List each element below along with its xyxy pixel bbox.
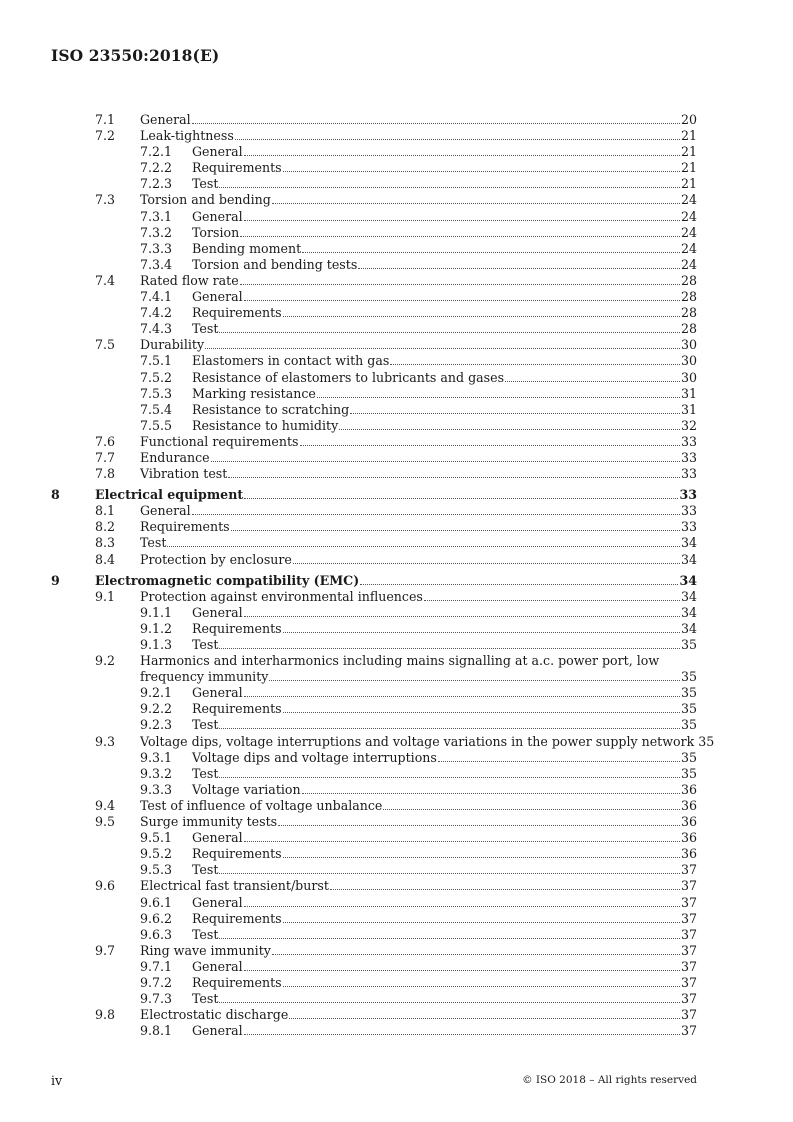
toc-entry-number: 9.3.1: [140, 749, 173, 765]
toc-entry-title: Requirements: [140, 519, 230, 535]
dot-leader: [272, 202, 680, 204]
toc-entry-page: 34: [680, 588, 697, 604]
toc-entry[interactable]: [0, 959, 793, 975]
toc-entry-title: Rated flow rate: [140, 272, 239, 288]
toc-entry-number: 9.3.3: [140, 781, 173, 797]
toc-entry-page: 33: [680, 433, 697, 449]
toc-entry[interactable]: [0, 386, 793, 402]
toc-entry-title: General: [192, 208, 243, 224]
toc-entry[interactable]: [0, 418, 793, 434]
document-header-title: ISO 23550:2018(E): [51, 46, 220, 65]
dot-leader: [244, 840, 680, 842]
toc-entry-title: General: [192, 685, 243, 701]
dot-leader: [244, 695, 680, 697]
toc-entry[interactable]: [0, 370, 793, 386]
toc-entry-number: 9.7: [95, 942, 116, 958]
footer-page-number: iv: [51, 1073, 63, 1088]
dot-leader: [244, 497, 678, 499]
toc-entry-page: 35: [680, 749, 697, 765]
toc-entry-number: 8: [51, 487, 60, 503]
toc-entry[interactable]: [0, 943, 793, 959]
toc-entry-number: 9.2.1: [140, 685, 173, 701]
toc-entry[interactable]: [0, 305, 793, 321]
toc-entry[interactable]: [0, 535, 793, 551]
dot-leader: [219, 727, 680, 729]
dot-leader: [244, 905, 680, 907]
dot-leader: [283, 856, 680, 858]
toc-entry-number: 7.4.1: [140, 289, 173, 305]
toc-entry-title: Requirements: [192, 846, 282, 862]
toc-entry-title: Resistance of elastomers to lubricants and gases: [192, 369, 505, 385]
dot-leader: [505, 380, 680, 382]
toc-entry-title: Voltage dips and voltage interruptions: [192, 749, 437, 765]
toc-entry-number: 9.1.1: [140, 604, 173, 620]
toc-entry-number: 9.2.3: [140, 717, 173, 733]
toc-entry-page: 33: [680, 449, 697, 465]
toc-entry-number: 9.6.2: [140, 910, 173, 926]
toc-entry-title: Test: [192, 637, 219, 652]
toc-entry[interactable]: [0, 337, 793, 353]
dot-leader: [272, 953, 680, 955]
toc-entry-title: Test: [192, 991, 219, 1007]
toc-entry-title: Protection by enclosure: [140, 551, 292, 567]
toc-entry[interactable]: [0, 991, 793, 1007]
toc-entry[interactable]: [0, 878, 793, 894]
toc-entry-number: 8.1: [95, 503, 116, 519]
toc-entry-title: Requirements: [192, 620, 282, 636]
toc-entry[interactable]: [0, 160, 793, 176]
dot-leader: [293, 562, 680, 564]
toc-entry-title: Requirements: [192, 974, 282, 990]
toc-entry-title: Test: [192, 862, 219, 878]
toc-entry-page: 21: [680, 160, 697, 176]
toc-entry-title: Elastomers in contact with gas: [192, 353, 390, 369]
dot-leader: [240, 283, 680, 285]
toc-entry[interactable]: [0, 519, 793, 535]
toc-entry-title: Test: [192, 176, 219, 192]
toc-entry-title: Electrostatic discharge: [140, 1007, 289, 1023]
toc-entry-page: 30: [680, 337, 697, 353]
toc-entry-page: 37: [680, 910, 697, 926]
toc-entry-title-continuation: frequency immunity: [140, 669, 269, 685]
toc-entry-page: 36: [680, 814, 697, 830]
toc-entry-page: 28: [680, 289, 697, 305]
toc-entry-title: Protection against environmental influences: [140, 588, 423, 604]
toc-entry-page: 34: [680, 535, 697, 551]
toc-entry-number: 7.5.3: [140, 385, 173, 401]
toc-entry-title: Torsion and bending: [140, 192, 271, 208]
dot-leader: [240, 235, 680, 237]
toc-entry-title: Electrical fast transient/burst: [140, 878, 329, 894]
toc-entry-number: 9.1.3: [140, 637, 173, 652]
dot-leader: [360, 583, 678, 585]
toc-entry-page: 21: [680, 176, 697, 192]
toc-entry-title: General: [192, 1023, 243, 1039]
toc-entry[interactable]: [0, 605, 793, 621]
toc-entry-page: 34: [680, 620, 697, 636]
toc-entry-title: Ring wave immunity: [140, 942, 271, 958]
toc-entry-title: Requirements: [192, 910, 282, 926]
toc-entry-page: 24: [680, 256, 697, 272]
toc-entry-title: Voltage variation: [192, 781, 301, 797]
toc-entry-number: 7.4: [95, 272, 116, 288]
toc-entry-title: Resistance to humidity: [192, 417, 339, 433]
toc-entry-number: 9.1: [95, 588, 116, 604]
toc-entry-number: 7.5.4: [140, 401, 173, 417]
dot-leader: [350, 412, 680, 414]
toc-entry-title: Bending moment: [192, 240, 302, 256]
toc-entry[interactable]: [0, 862, 793, 878]
toc-entry-title: General: [192, 604, 243, 620]
toc-entry[interactable]: [0, 225, 793, 241]
toc-entry[interactable]: [0, 289, 793, 305]
toc-entry-title: Functional requirements: [140, 433, 299, 449]
toc-entry-number: 7.4.2: [140, 305, 173, 321]
dot-leader: [300, 444, 680, 446]
dot-leader: [283, 921, 680, 923]
toc-entry[interactable]: [0, 257, 793, 273]
toc-entry[interactable]: [0, 402, 793, 418]
toc-entry-title: Harmonics and interharmonics including mains signalling at a.c. power port, low: [140, 653, 660, 669]
toc-entry-title: Durability: [140, 337, 205, 353]
dot-leader: [339, 428, 680, 430]
toc-entry-page: 33: [679, 487, 697, 503]
toc-entry-page: 37: [680, 1023, 697, 1039]
dot-leader: [205, 347, 680, 349]
toc-entry-page: 28: [680, 305, 697, 321]
dot-leader: [278, 824, 680, 826]
toc-entry-title: Surge immunity tests: [140, 814, 278, 830]
toc-entry-number: 7.2.1: [140, 144, 173, 160]
toc-entry-number: 7.5.5: [140, 417, 173, 433]
toc-entry-title: Voltage dips, voltage interruptions and voltage variations in the power supply network: [140, 733, 695, 749]
toc-entry[interactable]: [0, 573, 793, 589]
dot-leader: [283, 315, 680, 317]
toc-entry-page: 30: [680, 369, 697, 385]
toc-entry-number: 7.4.3: [140, 321, 173, 337]
dot-leader: [244, 615, 680, 617]
toc-entry-title: Requirements: [192, 305, 282, 321]
toc-entry-number: 9.8.1: [140, 1023, 173, 1039]
dot-leader: [219, 937, 680, 939]
toc-entry[interactable]: [0, 895, 793, 911]
toc-entry[interactable]: [0, 1023, 793, 1039]
toc-entry-number: 7.5.2: [140, 369, 173, 385]
toc-entry-title: Marking resistance: [192, 385, 316, 401]
toc-entry[interactable]: [0, 552, 793, 568]
toc-entry-number: 9.7.3: [140, 991, 173, 1007]
toc-entry-title: Endurance: [140, 449, 210, 465]
toc-entry[interactable]: [0, 503, 793, 519]
toc-entry-number: 9.7.1: [140, 958, 173, 974]
toc-entry-page: 35: [680, 765, 697, 781]
toc-entry[interactable]: [0, 653, 793, 669]
toc-entry-number: 9.5: [95, 814, 116, 830]
toc-entry[interactable]: [0, 241, 793, 257]
toc-entry-number: 8.2: [95, 519, 116, 535]
toc-entry-number: 7.2.2: [140, 160, 173, 176]
toc-entry[interactable]: [0, 487, 793, 503]
toc-entry-page: 31: [680, 401, 697, 417]
toc-entry-page: 21: [680, 128, 697, 144]
toc-entry-title: Test: [140, 535, 167, 551]
toc-entry-title: Requirements: [192, 160, 282, 176]
toc-entry[interactable]: [0, 434, 793, 450]
toc-entry[interactable]: [0, 1007, 793, 1023]
toc-entry-number: 9.3: [95, 733, 116, 749]
toc-entry[interactable]: [0, 273, 793, 289]
dot-leader: [330, 888, 680, 890]
toc-entry-number: 9.3.2: [140, 765, 173, 781]
toc-entry-number: 7.2: [95, 128, 116, 144]
dot-leader: [302, 251, 680, 253]
toc-entry[interactable]: [0, 701, 793, 717]
toc-entry-number: 9.2: [95, 653, 116, 669]
toc-entry-page: 35: [680, 637, 697, 652]
toc-entry[interactable]: [0, 621, 793, 637]
toc-entry[interactable]: [0, 798, 793, 814]
toc-entry-page: 37: [680, 991, 697, 1007]
toc-entry-page: 36: [680, 830, 697, 846]
toc-entry[interactable]: [0, 750, 793, 766]
dot-leader: [695, 745, 697, 746]
toc-entry-number: 7.5.1: [140, 353, 173, 369]
toc-entry-number: 7.2.3: [140, 176, 173, 192]
toc-entry-page: 37: [680, 926, 697, 942]
toc-entry-page: 37: [680, 974, 697, 990]
toc-entry-page: 36: [680, 846, 697, 862]
toc-entry[interactable]: [0, 685, 793, 701]
toc-entry-title: Test: [192, 765, 219, 781]
toc-entry-number: 8.4: [95, 551, 116, 567]
toc-entry-page: 20: [680, 112, 697, 127]
toc-entry-title: General: [140, 112, 191, 127]
table-of-contents: [0, 112, 793, 1039]
toc-entry-title: General: [140, 503, 191, 519]
toc-entry-number: 9.8: [95, 1007, 116, 1023]
toc-entry-title: Torsion and bending tests: [192, 256, 358, 272]
toc-entry-page: 28: [680, 272, 697, 288]
dot-leader: [244, 154, 680, 156]
toc-entry[interactable]: [0, 975, 793, 991]
dot-leader: [424, 599, 680, 601]
toc-entry-number: 9.7.2: [140, 974, 173, 990]
dot-leader: [283, 631, 680, 633]
dot-leader: [167, 545, 680, 547]
toc-entry-page: 35: [680, 701, 697, 717]
toc-entry-page: 35: [680, 685, 697, 701]
toc-entry-page: 37: [680, 878, 697, 894]
dot-leader: [219, 776, 680, 778]
dot-leader: [438, 760, 680, 762]
toc-entry-page: 34: [679, 572, 697, 588]
toc-entry[interactable]: [0, 734, 793, 750]
toc-entry[interactable]: [0, 637, 793, 653]
toc-entry[interactable]: [0, 209, 793, 225]
toc-entry-number: 7.8: [95, 466, 116, 482]
toc-entry-title: Test: [192, 321, 219, 337]
toc-entry-page: 36: [680, 781, 697, 797]
toc-entry[interactable]: [0, 112, 793, 128]
dot-leader: [390, 363, 680, 365]
toc-entry-page: 37: [680, 942, 697, 958]
dot-leader: [269, 679, 680, 681]
toc-entry-title: Electrical equipment: [95, 487, 244, 503]
dot-leader: [383, 808, 680, 810]
toc-entry-title: General: [192, 830, 243, 846]
toc-entry-number: 9.5.1: [140, 830, 173, 846]
toc-entry-number: 8.3: [95, 535, 116, 551]
dot-leader: [219, 1001, 680, 1003]
toc-entry-title: Vibration test: [140, 466, 228, 482]
toc-entry-title: Test: [192, 717, 219, 733]
toc-entry-page: 37: [680, 1007, 697, 1023]
toc-entry-number: 7.3.2: [140, 224, 173, 240]
toc-entry-number: 7.1: [95, 112, 116, 127]
toc-entry-page: 36: [680, 797, 697, 813]
toc-entry-page: 33: [680, 519, 697, 535]
dot-leader: [244, 1033, 680, 1035]
toc-entry-title: Requirements: [192, 701, 282, 717]
toc-entry-page: 28: [680, 321, 697, 337]
toc-entry-page: 37: [680, 894, 697, 910]
toc-entry[interactable]: [0, 927, 793, 943]
footer-copyright: © ISO 2018 – All rights reserved: [522, 1074, 697, 1086]
toc-entry-number: 9.2.2: [140, 701, 173, 717]
dot-leader: [228, 476, 680, 478]
toc-entry-number: 9: [51, 572, 60, 588]
toc-entry-number: 9.6: [95, 878, 116, 894]
toc-entry-number: 7.6: [95, 433, 116, 449]
toc-entry[interactable]: [0, 128, 793, 144]
dot-leader: [317, 396, 680, 398]
toc-entry-page: 24: [680, 224, 697, 240]
dot-leader: [283, 170, 680, 172]
toc-entry-page: 33: [680, 466, 697, 482]
toc-entry-number: 7.3.3: [140, 240, 173, 256]
toc-entry-number: 9.1.2: [140, 620, 173, 636]
toc-entry-title: Resistance to scratching: [192, 401, 350, 417]
toc-entry[interactable]: [0, 144, 793, 160]
toc-entry-title: General: [192, 894, 243, 910]
toc-entry-page: 24: [680, 192, 697, 208]
toc-entry[interactable]: [0, 766, 793, 782]
toc-entry[interactable]: [0, 846, 793, 862]
toc-entry-title: Test of influence of voltage unbalance: [140, 797, 383, 813]
dot-leader: [289, 1017, 680, 1019]
toc-entry[interactable]: [0, 192, 793, 208]
toc-entry-number: 7.3.1: [140, 208, 173, 224]
dot-leader: [235, 138, 680, 140]
toc-entry-title: Leak-tightness: [140, 128, 234, 144]
toc-entry-page: 30: [680, 353, 697, 369]
dot-leader: [219, 186, 680, 188]
toc-entry[interactable]: [0, 353, 793, 369]
toc-entry-title: Test: [192, 926, 219, 942]
toc-entry-title: General: [192, 289, 243, 305]
dot-leader: [219, 872, 680, 874]
toc-entry[interactable]: [0, 589, 793, 605]
toc-entry-page: 32: [680, 417, 697, 433]
toc-entry[interactable]: [0, 321, 793, 337]
dot-leader: [219, 647, 680, 649]
toc-entry-page: 37: [680, 958, 697, 974]
toc-entry-page: 33: [680, 503, 697, 519]
toc-entry[interactable]: [0, 669, 793, 685]
toc-entry[interactable]: [0, 911, 793, 927]
dot-leader: [283, 985, 680, 987]
toc-entry-page: 35: [680, 717, 697, 733]
dot-leader: [283, 711, 680, 713]
toc-entry-page: 24: [680, 208, 697, 224]
dot-leader: [244, 969, 680, 971]
toc-entry-page: 21: [680, 144, 697, 160]
toc-entry-page: 34: [680, 551, 697, 567]
toc-entry-title: General: [192, 958, 243, 974]
dot-leader: [192, 513, 680, 515]
toc-entry-page: 24: [680, 240, 697, 256]
toc-entry[interactable]: [0, 466, 793, 482]
toc-entry-number: 7.3: [95, 192, 116, 208]
dot-leader: [244, 219, 680, 221]
toc-entry[interactable]: [0, 814, 793, 830]
toc-entry[interactable]: [0, 717, 793, 733]
dot-leader: [219, 331, 680, 333]
toc-entry[interactable]: [0, 782, 793, 798]
dot-leader: [302, 792, 680, 794]
toc-entry-title: Electromagnetic compatibility (EMC): [95, 572, 360, 588]
toc-entry-number: 7.5: [95, 337, 116, 353]
toc-entry-page: 35: [680, 669, 697, 685]
toc-entry-number: 7.3.4: [140, 256, 173, 272]
dot-leader: [192, 122, 680, 124]
toc-entry[interactable]: [0, 176, 793, 192]
toc-entry[interactable]: [0, 450, 793, 466]
toc-entry-number: 7.7: [95, 449, 116, 465]
toc-entry-number: 9.5.2: [140, 846, 173, 862]
toc-entry-number: 9.6.1: [140, 894, 173, 910]
dot-leader: [244, 299, 680, 301]
toc-entry-page: 34: [680, 604, 697, 620]
toc-entry-number: 9.5.3: [140, 862, 173, 878]
toc-entry-number: 9.6.3: [140, 926, 173, 942]
toc-entry-page: 35: [698, 733, 715, 749]
toc-entry-title: Torsion: [192, 224, 240, 240]
dot-leader: [231, 529, 680, 531]
dot-leader: [211, 460, 680, 462]
toc-entry-number: 9.4: [95, 797, 116, 813]
dot-leader: [358, 267, 680, 269]
toc-entry-title: General: [192, 144, 243, 160]
toc-entry-page: 31: [680, 385, 697, 401]
toc-entry[interactable]: [0, 830, 793, 846]
toc-entry-page: 37: [680, 862, 697, 878]
